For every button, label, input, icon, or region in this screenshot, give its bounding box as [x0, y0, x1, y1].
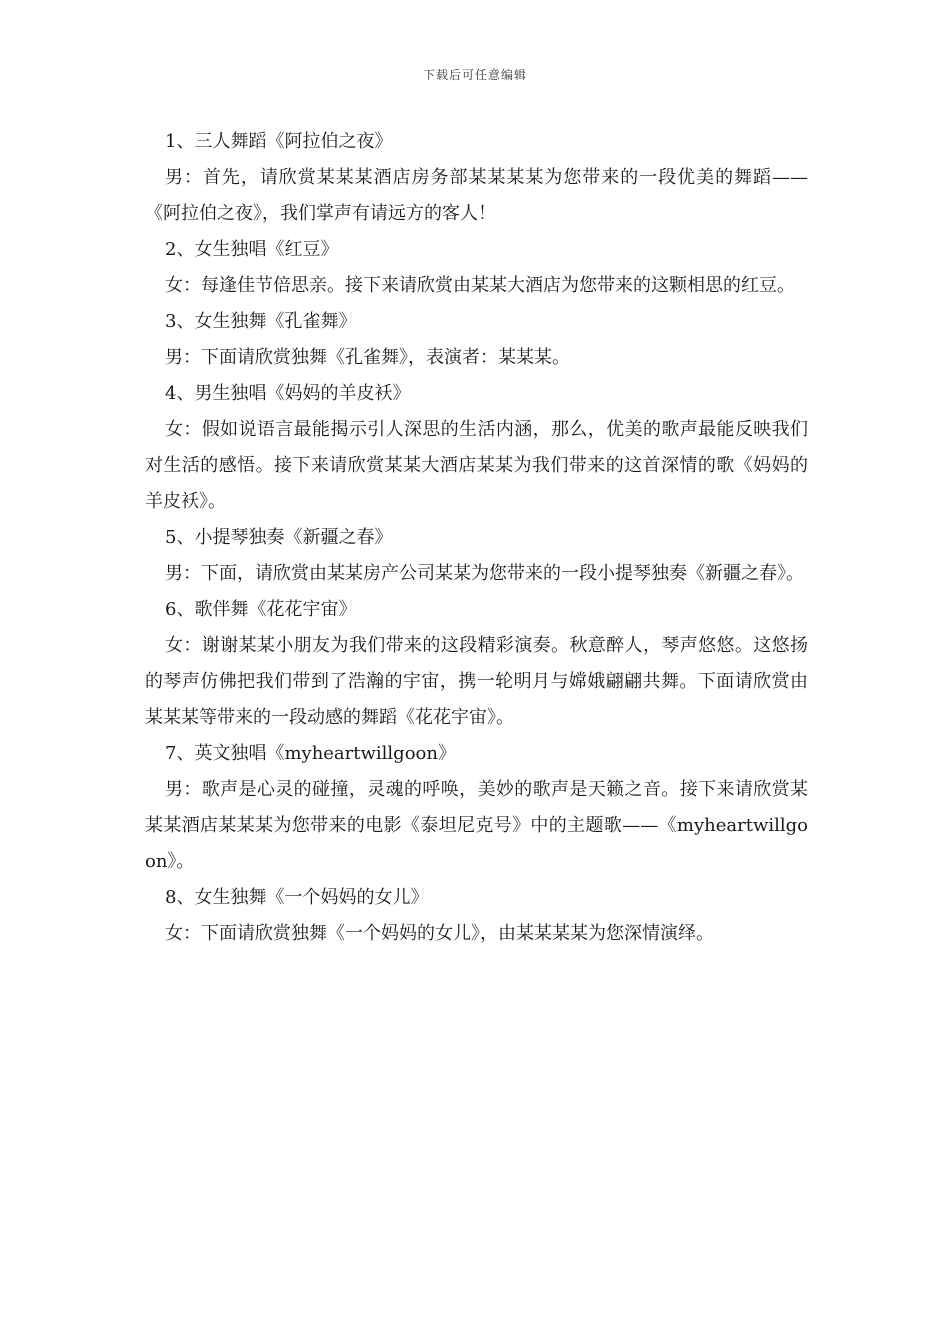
- program-item-intro: 男：下面，请欣赏由某某房产公司某某为您带来的一段小提琴独奏《新疆之春》。: [165, 563, 804, 584]
- program-item-intro: 女：假如说语言最能揭示引人深思的生活内涵，那么，优美的歌声最能反映我们对生活的感悟。接下来请欣赏某某大酒店某某为我们带来的这首深情的歌《妈妈的羊皮袄》。: [145, 419, 808, 512]
- program-item-title: 5、小提琴独奏《新疆之春》: [165, 527, 393, 548]
- program-item-intro: 女：每逢佳节倍思亲。接下来请欣赏由某某大酒店为您带来的这颗相思的红豆。: [165, 275, 795, 296]
- program-item-intro: 男：首先，请欣赏某某某酒店房务部某某某某为您带来的一段优美的舞蹈——《阿拉伯之夜》，我们掌声有请远方的客人！: [145, 167, 808, 224]
- program-item-title: 8、女生独舞《一个妈妈的女儿》: [165, 887, 429, 908]
- program-item-intro: 女：谢谢某某小朋友为我们带来的这段精彩演奏。秋意醉人，琴声悠悠。这悠扬的琴声仿佛把我们带到了浩瀚的宇宙，携一轮明月与嫦娥翩翩共舞。下面请欣赏由某某某等带来的一段动感的舞蹈《花花宇宙》。: [145, 635, 808, 728]
- document-body: [145, 124, 808, 952]
- program-item-title: 1、三人舞蹈《阿拉伯之夜》: [165, 131, 393, 152]
- program-item-intro: 男：歌声是心灵的碰撞，灵魂的呼唤，美妙的歌声是天籁之音。接下来请欣赏某某某酒店某某某为您带来的电影《泰坦尼克号》中的主题歌——《myheartwillgoon》。: [145, 779, 808, 872]
- program-item-title: 7、英文独唱《myheartwillgoon》: [165, 743, 456, 764]
- program-item-intro: 男：下面请欣赏独舞《孔雀舞》，表演者：某某某。: [165, 347, 570, 368]
- program-item-title: 6、歌伴舞《花花宇宙》: [165, 599, 357, 620]
- program-item-title: 2、女生独唱《红豆》: [165, 239, 339, 260]
- page-header: 下载后可任意编辑: [422, 68, 527, 82]
- program-item-title: 3、女生独舞《孔雀舞》: [165, 311, 357, 332]
- program-item-intro: 女：下面请欣赏独舞《一个妈妈的女儿》，由某某某某为您深情演绎。: [165, 923, 714, 944]
- program-item-title: 4、男生独唱《妈妈的羊皮袄》: [165, 383, 411, 404]
